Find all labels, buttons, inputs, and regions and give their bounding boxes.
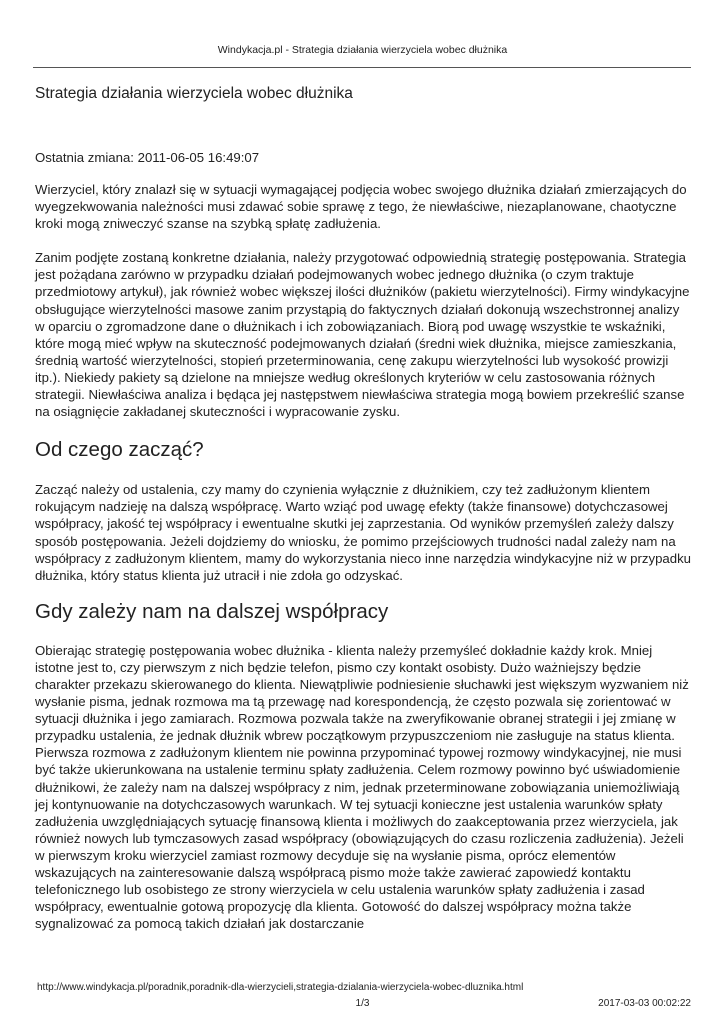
article-title: Strategia działania wierzyciela wobec dłużnika: [35, 85, 353, 102]
intro-paragraph: Wierzyciel, który znalazł się w sytuacji wymagającej podjęcia wobec swojego dłużnika działań zmierzających do wyegzekwowania należności musi zdawać sobie sprawę z tego, że niewłaściwe, niezaplanowane, chaotyczne kroki mogą zniweczyć szanse na szybką spłatę zadłużenia.: [35, 182, 687, 232]
section-paragraph: Zacząć należy od ustalenia, czy mamy do czynienia wyłącznie z dłużnikiem, czy też zadłużonym klientem rokującym nadzieję na dalszą współpracę. Warto wziąć pod uwagę efekty (także finansowe) dotychczasowej współpracy, jakość tej współpracy i ewentualne skutki jej zaprzestania. Od wyników przemyśleń zależy dalszy sposób postępowania. Jeżeli dojdziemy do wniosku, że pomimo przejściowych trudności nadal zależy nam na współpracy z zadłużonym klientem, mamy do wykorzystania nieco inne narzędzia windykacyjne niż w przypadku dłużnika, który status klienta już utracił i nie zdoła go odzyskać.: [35, 482, 692, 583]
header-divider: [33, 67, 691, 68]
source-url: http://www.windykacja.pl/poradnik,poradnik-dla-wierzycieli,strategia-dzialania-wierzyciela-wobec-dluznika.html: [37, 982, 524, 993]
article-body: [35, 84, 691, 932]
last-modified: Ostatnia zmiana: 2011-06-05 16:49:07: [35, 150, 260, 165]
print-timestamp: 2017-03-03 00:02:22: [598, 998, 691, 1009]
section-heading: Gdy zależy nam na dalszej współpracy: [35, 599, 389, 623]
section-heading: Od czego zacząć?: [35, 438, 204, 462]
intro-paragraph: Zanim podjęte zostaną konkretne działania, należy przygotować odpowiednią strategię postępowania. Strategia jest pożądana zarówno w przypadku działań podejmowanych wobec jednego dłużnika (o czym traktuje przedmiotowy artykuł), jak również wobec większej ilości dłużników (pakietu wierzytelności). Firmy windykacyjne obsługujące wierzytelności masowe zanim przystąpią do faktycznych działań dokonują wszechstronnej analizy w oparciu o zgromadzone dane o dłużnikach i ich zobowiązaniach. Biorą pod uwagę wszystkie te wskaźniki, które mogą mieć wpływ na skuteczność podejmowanych działań (średni wiek dłużnika, miejsce zamieszkania, średnią wartość wierzytelności, stopień przeterminowania, cenę zakupu wierzytelności lub wysokość prowizji itp.). Niekiedy pakiety są dzielone na mniejsze według określonych kryteriów w celu zastosowania różnych strategii. Niewłaściwa analiza i będąca jej następstwem niewłaściwa strategia mogą bowiem przekreślić szanse na osiągnięcie zakładanej skuteczności i wypracowanie zysku.: [35, 250, 690, 420]
section-paragraph: Obierając strategię postępowania wobec dłużnika - klienta należy przemyśleć dokładnie każdy krok. Mniej istotne jest to, czy pierwszym z nich będzie telefon, pismo czy kontakt osobisty. Dużo ważniejszy będzie charakter przekazu skierowanego do klienta. Niewątpliwie podniesienie słuchawki jest większym wyzwaniem niż wysłanie pisma, jednak rozmowa ma tą przewagę nad korespondencją, że często pozwala się zorientować w sytuacji dłużnika i jego zamiarach. Rozmowa pozwala także na zweryfikowanie obranej strategii i jej zmianę w przypadku ustalenia, że jednak dłużnik wbrew początkowym przypuszczeniom nie zasługuje na status klienta. Pierwsza rozmowa z zadłużonym klientem nie powinna przypominać typowej rozmowy windykacyjnej, nie musi być także ukierunkowana na ustalenie terminu spłaty zadłużenia. Celem rozmowy powinno być uświadomienie dłużnikowi, że zależy nam na dalszej współpracy z nim, jednak przeterminowane zobowiązania uniemożliwiają jej kontynuowanie na dotychczasowych warunkach. W tej sytuacji konieczne jest ustalenia warunków spłaty zadłużenia uwzględniających sytuację finansową klienta i możliwych do zaakceptowania przez wierzyciela, jak również nowych lub tymczasowych zasad współpracy (obowiązujących do czasu rozliczenia zadłużenia). Jeżeli w pierwszym kroku wierzyciel zamiast rozmowy decyduje się na wysłanie pisma, oprócz elementów wskazujących na zainteresowanie dalszą współpracą pismo może także zawierać zapowiedź kontaktu telefonicznego lub osobistego ze strony wierzyciela w celu ustalenia warunków spłaty zadłużenia i zasad współpracy, ewentualnie gotową propozycję dla klienta. Gotowość do dalszej współpracy można także sygnalizować za pomocą takich działań jak dostarczanie: [35, 642, 689, 932]
page-number: 1/3: [355, 998, 370, 1009]
running-header: Windykacja.pl - Strategia działania wierzyciela wobec dłużnika: [217, 44, 508, 56]
